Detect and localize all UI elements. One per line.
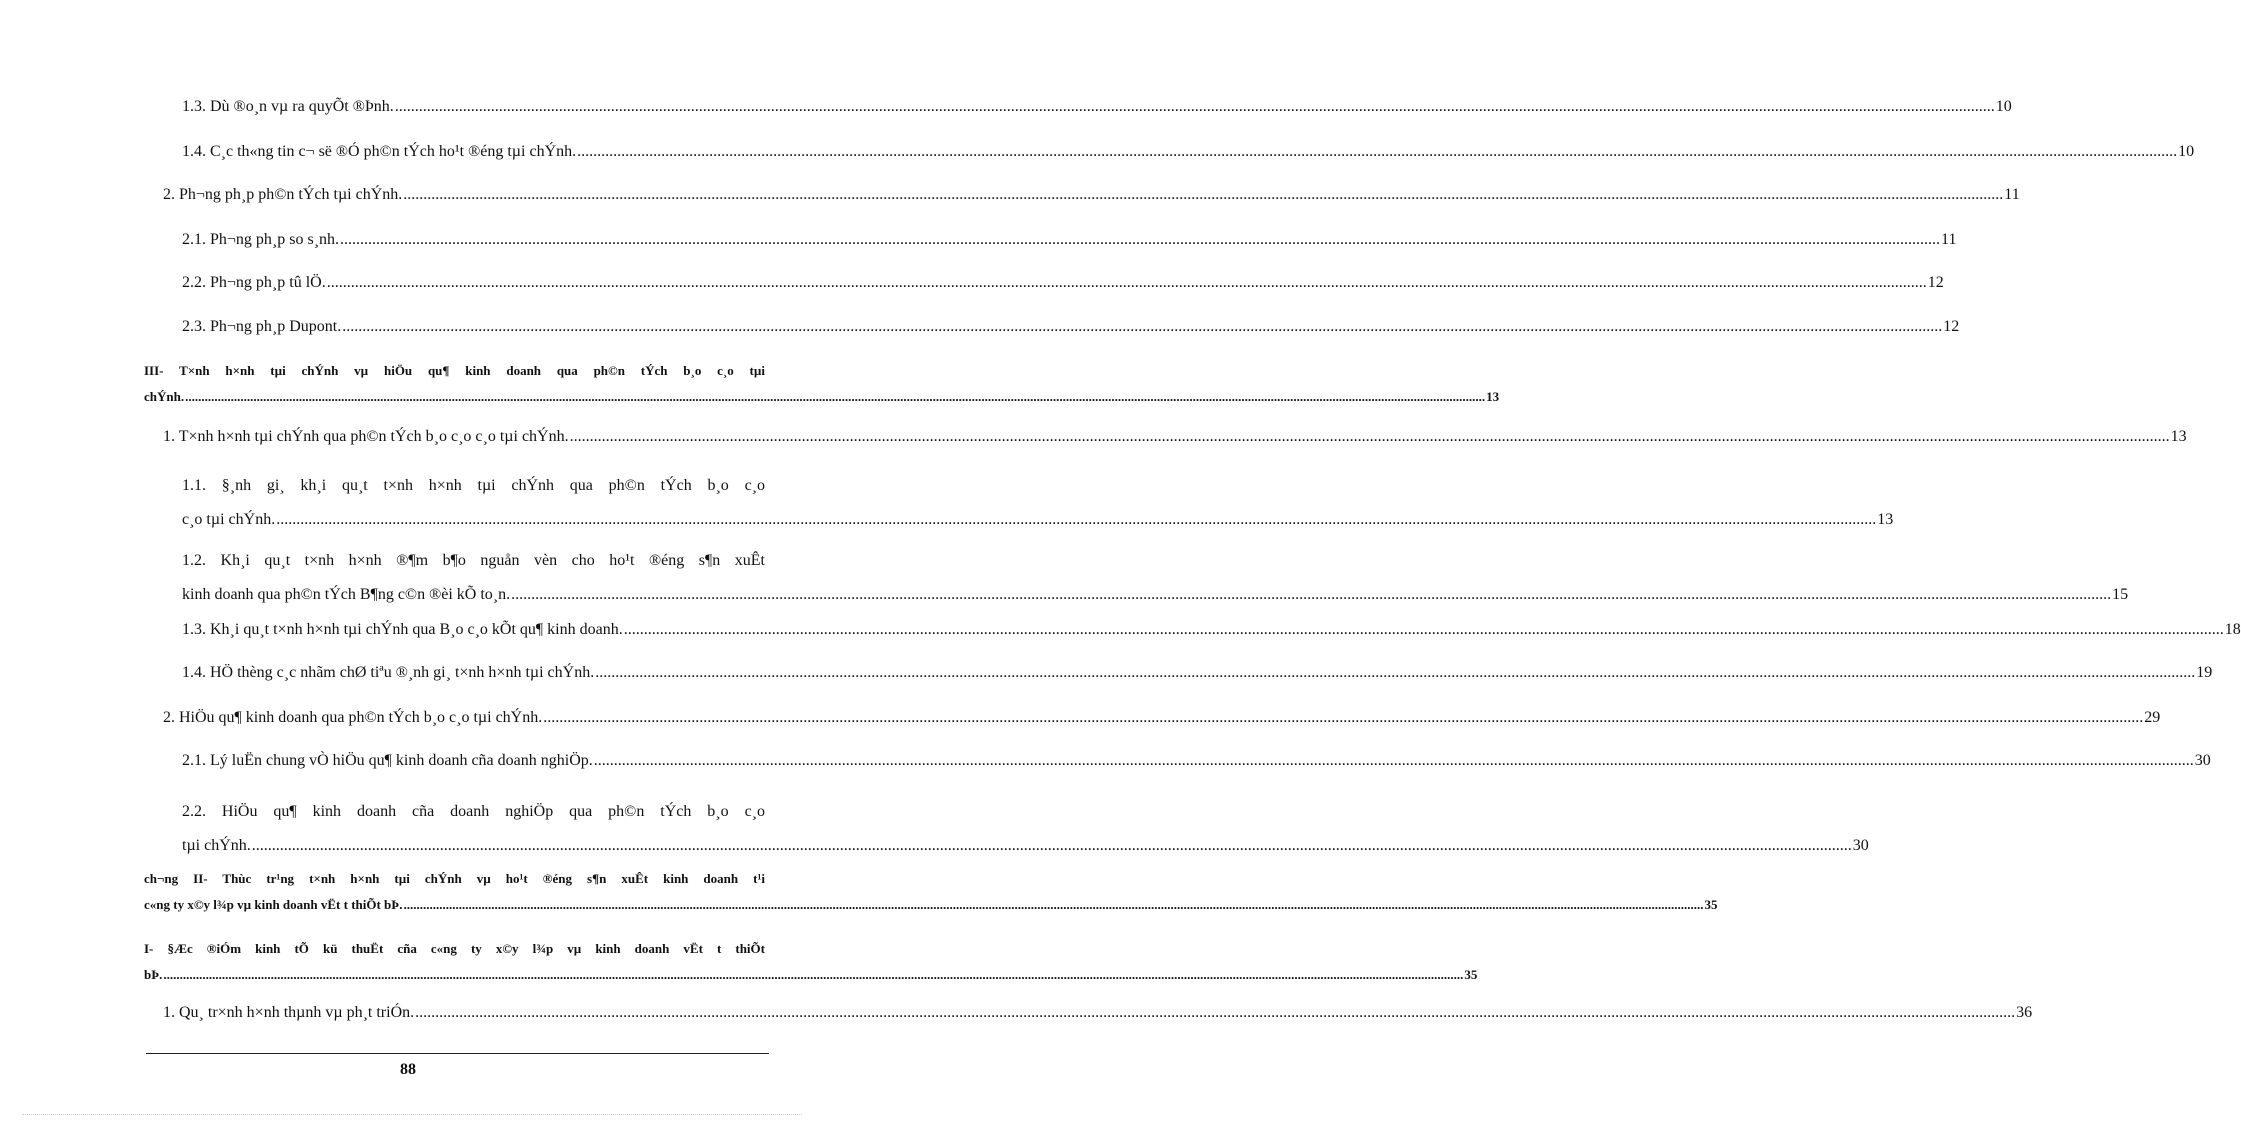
toc-entry-title: bÞ. (144, 967, 163, 982)
toc-entry-row (182, 662, 2213, 684)
toc-entry-row (182, 578, 2129, 612)
toc-entry-title: 1. Qu¸ tr×nh h×nh thµnh vµ ph¸t triÓn. (163, 1004, 415, 1021)
toc-entry-title-line: III- T×nh h×nh tµi chÝnh vµ hiÖu qu¶ kinh doanh qua ph©n tÝch b¸o c¸o tµi (144, 363, 765, 378)
toc-entry-row (144, 962, 1478, 988)
toc-page-number: 10 (1995, 98, 2012, 115)
page-bottom-border (22, 1114, 802, 1115)
toc-page-number: 36 (2016, 1004, 2033, 1021)
toc-entry-title-line: 1.1. §¸nh gi¸ kh¸i qu¸t t×nh h×nh tµi chÝnh qua ph©n tÝch b¸o c¸o (182, 477, 765, 494)
toc-leader-dots: ................................................................................................................................................................................................................................................................................................................................................................................................................ (543, 709, 2144, 726)
toc-page-number: 18 (2224, 621, 2241, 638)
toc-entry[interactable] (163, 1002, 2033, 1024)
toc-page-number: 30 (2194, 752, 2211, 769)
toc-entry[interactable] (144, 866, 1718, 918)
toc-entry[interactable] (182, 272, 1944, 294)
toc-entry-title: kinh doanh qua ph©n tÝch B¶ng c©n ®èi kÕ to¸n. (182, 586, 511, 603)
toc-page-number: 10 (2178, 143, 2195, 160)
toc-entry-title: 2.3. Ph¬ng ph¸p Dupont. (182, 318, 342, 335)
toc-entry-title: c¸o tµi chÝnh. (182, 511, 276, 528)
toc-leader-dots: ................................................................................................................................................................................................................................................................................................................................................................................................................ (403, 897, 1704, 912)
toc-entry-title: 1.4. HÖ thèng c¸c nhãm chØ tiªu ®¸nh gi¸ t×nh h×nh tµi chÝnh. (182, 664, 595, 681)
toc-entry[interactable] (163, 707, 2161, 729)
toc-entry-row (163, 707, 2161, 729)
toc-page-number: 35 (1704, 897, 1718, 912)
toc-entry[interactable] (163, 184, 2020, 206)
toc-entry-row (182, 829, 1869, 863)
toc-entry[interactable] (182, 316, 1960, 338)
toc-leader-dots: ................................................................................................................................................................................................................................................................................................................................................................................................................ (511, 586, 2112, 603)
toc-entry-title: 1. T×nh h×nh tµi chÝnh qua ph©n tÝch b¸o c¸o c¸o tµi chÝnh. (163, 428, 569, 445)
toc-entry-title: 2.1. Ph¬ng ph¸p so s¸nh. (182, 231, 340, 248)
toc-entry-title: 2.2. Ph¬ng ph¸p tû lÖ. (182, 274, 326, 291)
toc-entry-row (182, 750, 2211, 772)
page-number: 88 (400, 1061, 416, 1078)
toc-page-number: 30 (1852, 837, 1869, 854)
toc-entry-title: 2.1. Lý luËn chung vÒ hiÖu qu¶ kinh doanh cña doanh nghiÖp. (182, 752, 593, 769)
toc-leader-dots: ................................................................................................................................................................................................................................................................................................................................................................................................................ (569, 428, 2170, 445)
toc-entry-title-line: 2.2. HiÖu qu¶ kinh doanh cña doanh nghiÖp qua ph©n tÝch b¸o c¸o (182, 803, 765, 820)
toc-entry[interactable] (182, 795, 1869, 863)
toc-entry-title: chÝnh. (144, 389, 185, 404)
toc-leader-dots: ................................................................................................................................................................................................................................................................................................................................................................................................................ (593, 752, 2194, 769)
toc-leader-dots: ................................................................................................................................................................................................................................................................................................................................................................................................................ (340, 231, 1941, 248)
toc-entry[interactable] (163, 426, 2187, 448)
toc-entry-title: 2. HiÖu qu¶ kinh doanh qua ph©n tÝch b¸o c¸o tµi chÝnh. (163, 709, 543, 726)
toc-page-number: 19 (2196, 664, 2213, 681)
toc-entry-title: c«ng ty x©y l¾p vµ kinh doanh vËt t thiÕt bÞ. (144, 897, 403, 912)
toc-entry-row (182, 272, 1944, 294)
toc-leader-dots: ................................................................................................................................................................................................................................................................................................................................................................................................................ (163, 967, 1464, 982)
toc-leader-dots: ................................................................................................................................................................................................................................................................................................................................................................................................................ (185, 389, 1486, 404)
toc-entry-title: 1.4. C¸c th«ng tin c¬ së ®Ó ph©n tÝch ho¹t ®éng tµi chÝnh. (182, 143, 577, 160)
toc-entry-title: 1.3. Kh¸i qu¸t t×nh h×nh tµi chÝnh qua B¸o c¸o kÕt qu¶ kinh doanh. (182, 621, 623, 638)
toc-entry[interactable] (182, 469, 1894, 537)
footer-divider (146, 1053, 769, 1054)
toc-entry-row (182, 141, 2195, 163)
toc-entry-title: tµi chÝnh. (182, 837, 251, 854)
toc-entry-row (144, 384, 1500, 410)
toc-entry-row (144, 892, 1718, 918)
toc-leader-dots: ................................................................................................................................................................................................................................................................................................................................................................................................................ (403, 186, 2004, 203)
toc-entry-row (182, 96, 2012, 118)
toc-entry[interactable] (182, 229, 1957, 251)
toc-leader-dots: ................................................................................................................................................................................................................................................................................................................................................................................................................ (415, 1004, 2016, 1021)
toc-leader-dots: ................................................................................................................................................................................................................................................................................................................................................................................................................ (251, 837, 1852, 854)
toc-page-number: 11 (1941, 231, 1957, 248)
toc-entry-title: 1.3. Dù ®o¸n vµ ra quyÕt ®Þnh. (182, 98, 394, 115)
toc-entry-title-line: 1.2. Kh¸i qu¸t t×nh h×nh ®¶m b¶o nguån vèn cho ho¹t ®éng s¶n xuÊt (182, 552, 765, 569)
toc-page-number: 12 (1943, 318, 1960, 335)
toc-entry[interactable] (182, 662, 2213, 684)
toc-leader-dots: ................................................................................................................................................................................................................................................................................................................................................................................................................ (326, 274, 1927, 291)
toc-entry[interactable] (182, 96, 2012, 118)
toc-entry[interactable] (144, 936, 1478, 988)
toc-leader-dots: ................................................................................................................................................................................................................................................................................................................................................................................................................ (342, 318, 1943, 335)
toc-entry[interactable] (182, 544, 2129, 612)
toc-entry-row (163, 1002, 2033, 1024)
toc-page-number: 13 (1486, 389, 1500, 404)
toc-entry-row (182, 503, 1894, 537)
toc-leader-dots: ................................................................................................................................................................................................................................................................................................................................................................................................................ (623, 621, 2224, 638)
toc-entry[interactable] (182, 619, 2241, 641)
toc-entry-row (182, 619, 2241, 641)
toc-entry[interactable] (144, 358, 1500, 410)
toc-leader-dots: ................................................................................................................................................................................................................................................................................................................................................................................................................ (276, 511, 1877, 528)
toc-entry-row (163, 184, 2020, 206)
toc-entry-row (182, 316, 1960, 338)
toc-page-number: 13 (2170, 428, 2187, 445)
toc-page-number: 35 (1464, 967, 1478, 982)
toc-leader-dots: ................................................................................................................................................................................................................................................................................................................................................................................................................ (577, 143, 2178, 160)
toc-entry-row (163, 426, 2187, 448)
toc-entry-title: 2. Ph¬ng ph¸p ph©n tÝch tµi chÝnh. (163, 186, 403, 203)
toc-page-number: 11 (2004, 186, 2020, 203)
toc-page-number: 29 (2144, 709, 2161, 726)
toc-page-number: 13 (1877, 511, 1894, 528)
toc-entry[interactable] (182, 750, 2211, 772)
toc-entry[interactable] (182, 141, 2195, 163)
toc-entry-title-line: ch¬ng II- Thùc tr¹ng t×nh h×nh tµi chÝnh vµ ho¹t ®éng s¶n xuÊt kinh doanh t¹i (144, 871, 765, 886)
toc-entry-row (182, 229, 1957, 251)
toc-entry-title-line: I- §Æc ®iÓm kinh tÕ kü thuËt cña c«ng ty x©y l¾p vµ kinh doanh vËt t thiÕt (144, 941, 765, 956)
toc-page-number: 15 (2112, 586, 2129, 603)
toc-page-number: 12 (1927, 274, 1944, 291)
toc-leader-dots: ................................................................................................................................................................................................................................................................................................................................................................................................................ (595, 664, 2196, 681)
toc-leader-dots: ................................................................................................................................................................................................................................................................................................................................................................................................................ (394, 98, 1995, 115)
